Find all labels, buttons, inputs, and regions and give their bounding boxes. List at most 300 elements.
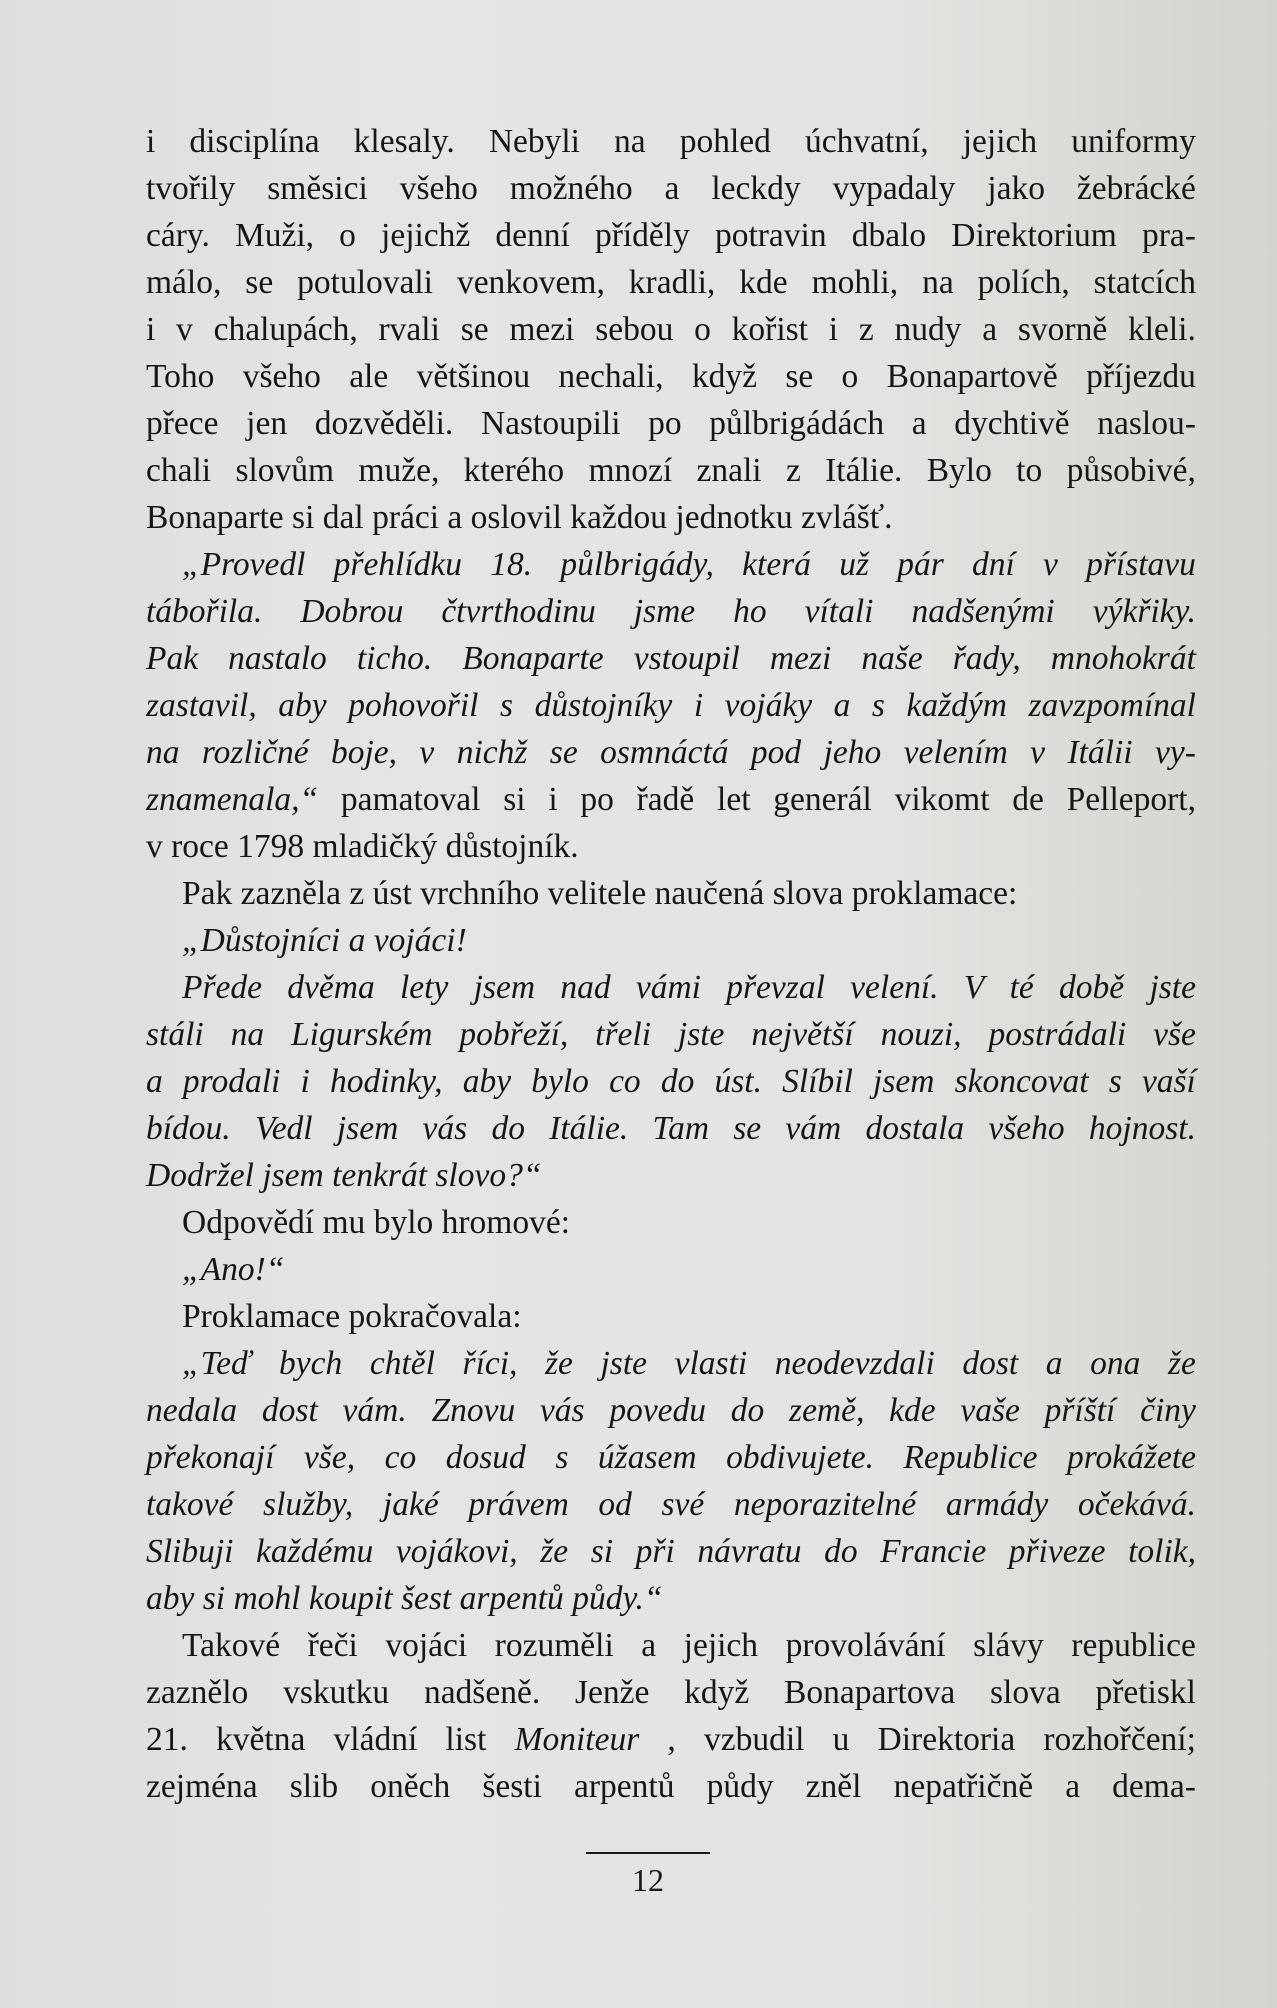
word: půdy.“ <box>572 1580 663 1617</box>
word: i <box>146 311 156 348</box>
word: na <box>230 1016 265 1053</box>
word: 18. <box>490 546 533 583</box>
word: znali <box>696 452 762 489</box>
word: ale <box>349 358 389 395</box>
body-text <box>146 118 1196 1810</box>
word: jsem <box>873 1063 935 1100</box>
word: „Ano!“ <box>182 1251 285 1288</box>
word: vše <box>1153 1016 1196 1053</box>
word: prokážete <box>1067 1439 1196 1476</box>
word: „Teď <box>182 1345 252 1382</box>
word: 1798 <box>237 828 313 865</box>
word: V <box>963 969 985 1006</box>
word: stáli <box>146 1016 204 1053</box>
word: velením <box>903 734 1008 771</box>
word: Přede <box>182 969 262 1006</box>
word: osmnáctá <box>600 734 729 771</box>
word: Republice <box>903 1439 1038 1476</box>
word: Dodržel <box>146 1157 263 1194</box>
word: republice <box>1071 1627 1196 1664</box>
word: Bonaparte <box>462 640 604 677</box>
word: činy <box>1140 1392 1196 1429</box>
word: do <box>824 1533 858 1570</box>
word: překonají <box>146 1439 275 1476</box>
word: přece <box>146 405 219 442</box>
word: vojáky <box>724 687 813 724</box>
word: velení. <box>850 969 939 1006</box>
word: nadšeně. <box>423 1674 541 1711</box>
text-line <box>146 400 1196 447</box>
word: jen <box>246 405 288 442</box>
word: čtvrthodinu <box>441 593 596 630</box>
word: Itálie. <box>549 1110 629 1147</box>
word: důstojník. <box>445 828 579 865</box>
word: dostala <box>865 1110 965 1147</box>
word: ho <box>733 593 767 630</box>
word: lety <box>400 969 449 1006</box>
text-line <box>146 635 1196 682</box>
word: vikomt <box>894 781 990 818</box>
word: žebrácké <box>1076 170 1196 207</box>
word: jsme <box>633 593 696 630</box>
word: se <box>245 264 274 301</box>
word: i <box>300 1063 310 1100</box>
text-line <box>146 776 1196 823</box>
word: rozličné <box>201 734 309 771</box>
word: vaše <box>960 1392 1020 1429</box>
word: co <box>384 1439 417 1476</box>
word: že <box>1167 1345 1196 1382</box>
word: pokračovala: <box>348 1298 522 1335</box>
word: návratu <box>697 1533 802 1570</box>
word: přehlídku <box>333 546 463 583</box>
word: a <box>348 922 374 959</box>
word: právem <box>468 1486 569 1523</box>
word: jeho <box>823 734 882 771</box>
page-number: 12 <box>632 1862 664 1898</box>
word: do <box>730 1392 765 1429</box>
word: jejichž <box>381 217 471 254</box>
word: jaké <box>382 1486 439 1523</box>
word: i <box>548 781 558 818</box>
word: vám. <box>342 1392 407 1429</box>
word: pod <box>750 734 802 771</box>
word: neporazitelné <box>733 1486 917 1523</box>
word: rozuměli <box>494 1627 614 1664</box>
word: tenkrát <box>332 1157 436 1194</box>
word: dbalo <box>851 217 927 254</box>
word: se <box>785 358 814 395</box>
word: říci, <box>462 1345 518 1382</box>
word: armády <box>945 1486 1049 1523</box>
word: mohl <box>233 1580 309 1617</box>
word: přístavu <box>1086 546 1196 583</box>
word: oslovil <box>470 499 571 536</box>
text-line <box>146 823 1196 870</box>
text-line <box>146 165 1196 212</box>
word: přetiskl <box>1095 1674 1196 1711</box>
word: povedu <box>609 1392 707 1429</box>
word: vše, <box>303 1439 356 1476</box>
word: vám <box>785 1110 842 1147</box>
word: nechali, <box>558 358 664 395</box>
word: ona <box>1090 1345 1141 1382</box>
word: už <box>839 546 869 583</box>
word: nedala <box>146 1392 238 1429</box>
word: mladičký <box>312 828 446 865</box>
word: Muži, <box>234 217 315 254</box>
word: rozhořčení; <box>1043 1721 1196 1758</box>
text-line <box>146 1340 1196 1387</box>
word: slova <box>772 875 852 912</box>
word: vzbudil <box>703 1721 805 1758</box>
word: půlbrigádách <box>709 405 885 442</box>
word: Dobrou <box>300 593 404 630</box>
word: převzal <box>726 969 825 1006</box>
word: rvali <box>378 311 440 348</box>
word: dost <box>962 1345 1019 1382</box>
word: list <box>445 1721 487 1758</box>
word: a <box>833 687 851 724</box>
word: kde <box>739 264 788 301</box>
word: půdy <box>706 1768 774 1805</box>
word: přiveze <box>1008 1533 1106 1570</box>
word: bylo <box>531 1063 589 1100</box>
word: dema- <box>1112 1768 1196 1805</box>
word: jejich <box>683 1627 759 1664</box>
word: arpentů <box>574 1768 675 1805</box>
word: kořist <box>731 311 808 348</box>
word: služby, <box>263 1486 354 1523</box>
word: Bonaparte <box>146 499 293 536</box>
word: naučená <box>654 875 773 912</box>
word: šesti <box>482 1768 542 1805</box>
word: a <box>911 405 927 442</box>
word: tábořila. <box>146 593 263 630</box>
text-line <box>146 1669 1196 1716</box>
word: nichž <box>456 734 528 771</box>
word: že <box>545 1345 573 1382</box>
word: hodinky, <box>329 1063 443 1100</box>
word: jste <box>1149 969 1196 1006</box>
word: vypadaly <box>832 170 956 207</box>
word: mnohokrát <box>1050 640 1196 677</box>
word: slávy <box>973 1627 1044 1664</box>
word: většinou <box>416 358 531 395</box>
word: s <box>500 687 514 724</box>
word: zastavil, <box>146 687 257 724</box>
text-line <box>146 1293 1196 1340</box>
word: i <box>828 311 839 348</box>
word: mu <box>322 1204 374 1241</box>
word: směsici <box>267 170 368 207</box>
word: z <box>349 875 373 912</box>
word: jsem <box>262 1157 333 1194</box>
word: Direktorium <box>951 217 1117 254</box>
word: očekává. <box>1077 1486 1196 1523</box>
word: řady, <box>952 640 1021 677</box>
word: jednotku <box>675 499 801 536</box>
word: s <box>1108 1063 1122 1100</box>
word: se <box>733 1110 762 1147</box>
word: zazněla <box>240 875 350 912</box>
text-line <box>146 1011 1196 1058</box>
word: že <box>540 1533 569 1570</box>
text-line <box>146 964 1196 1011</box>
word: třeli <box>595 1016 651 1053</box>
word: pár <box>897 546 944 583</box>
word: nad <box>560 969 611 1006</box>
word: pohovořil <box>348 687 479 724</box>
text-line <box>146 259 1196 306</box>
word: proklamace: <box>851 875 1018 912</box>
word: Direktoria <box>877 1721 1016 1758</box>
word: Toho <box>146 358 215 395</box>
word: května <box>216 1721 306 1758</box>
word: řeči <box>307 1627 358 1664</box>
word: muže, <box>358 452 440 489</box>
word: sebou <box>595 311 674 348</box>
word: jste <box>600 1345 648 1382</box>
word: kradli, <box>628 264 716 301</box>
word: Bylo <box>926 452 992 489</box>
word: v <box>1043 546 1058 583</box>
word: době <box>1059 969 1125 1006</box>
word: 21. <box>146 1721 188 1758</box>
text-line <box>146 729 1196 776</box>
word: málo, <box>146 264 222 301</box>
word: i <box>693 687 704 724</box>
word: vojákovi, <box>395 1533 518 1570</box>
text-line <box>146 118 1196 165</box>
word: jsem <box>473 969 536 1006</box>
word: příjezdu <box>1086 358 1196 395</box>
word: všeho <box>988 1110 1065 1147</box>
word: naše <box>861 640 923 677</box>
word: si <box>202 1580 234 1617</box>
word: venkovem, <box>456 264 605 301</box>
word: úst. <box>714 1063 762 1100</box>
word: postrádali <box>988 1016 1127 1053</box>
word: když <box>684 1674 750 1711</box>
word: nudy <box>894 311 962 348</box>
word: Ligurském <box>291 1016 433 1053</box>
word: Slíbil <box>782 1063 853 1100</box>
text-line <box>146 917 1196 964</box>
word: Itálii <box>1067 734 1133 771</box>
word: roce <box>171 828 238 865</box>
text-line <box>146 1716 1196 1763</box>
word: aby <box>278 687 327 724</box>
word: možného <box>509 170 633 207</box>
word: vskutku <box>283 1674 390 1711</box>
word: na <box>146 734 180 771</box>
word: obdivujete. <box>726 1439 874 1476</box>
word: Jenže <box>574 1674 650 1711</box>
word: vstoupil <box>633 640 740 677</box>
word: leckdy <box>711 170 801 207</box>
word: u <box>832 1721 850 1758</box>
word: nastalo <box>228 640 327 677</box>
text-line <box>146 682 1196 729</box>
word: příděly <box>594 217 690 254</box>
word: pamatoval <box>340 781 481 818</box>
word: bych <box>279 1345 343 1382</box>
word: Odpovědí <box>182 1204 323 1241</box>
word: uniformy <box>1071 123 1196 160</box>
word: provolávání <box>785 1627 946 1664</box>
word: práci <box>372 499 448 536</box>
word: „Provedl <box>182 546 306 583</box>
text-line <box>146 494 1196 541</box>
word: oněch <box>370 1768 451 1805</box>
word: potravin <box>714 217 827 254</box>
word: šest <box>400 1580 460 1617</box>
word: takové <box>146 1486 234 1523</box>
word: slib <box>289 1768 339 1805</box>
word: let <box>717 781 751 818</box>
word: pra- <box>1141 217 1196 254</box>
word: o <box>841 358 859 395</box>
word: do <box>660 1063 695 1100</box>
word: Itálie. <box>825 452 903 489</box>
word: úchvatní, <box>804 123 929 160</box>
word: při <box>635 1533 675 1570</box>
text-line <box>146 1387 1196 1434</box>
word: , <box>667 1721 676 1758</box>
word: slovům <box>235 452 335 489</box>
word: zejména <box>146 1768 258 1805</box>
word: dvěma <box>287 969 375 1006</box>
word: v <box>1030 734 1046 771</box>
word: po <box>648 405 682 442</box>
word: vy- <box>1154 734 1196 771</box>
word: kde <box>889 1392 936 1429</box>
word: statcích <box>1093 264 1196 301</box>
word: slova <box>989 1674 1061 1711</box>
text-line <box>146 1622 1196 1669</box>
word: každým <box>906 687 1007 724</box>
word: od <box>598 1486 632 1523</box>
word: Slibuji <box>146 1533 234 1570</box>
text-line <box>146 1528 1196 1575</box>
word: vaší <box>1141 1063 1196 1100</box>
word: na <box>614 123 646 160</box>
word: jako <box>987 170 1045 207</box>
word: z <box>858 311 874 348</box>
word: velitele <box>547 875 655 912</box>
word: dychtivě <box>954 405 1070 442</box>
word: denní <box>495 217 570 254</box>
word: a <box>1065 1768 1081 1805</box>
word: Francie <box>880 1533 987 1570</box>
word: bylo <box>373 1204 442 1241</box>
word: se <box>549 734 578 771</box>
word: a <box>1045 1345 1063 1382</box>
word: vás <box>422 1110 468 1147</box>
word: mezi <box>769 640 832 677</box>
word: jsem <box>336 1110 399 1147</box>
word: příští <box>1044 1392 1116 1429</box>
word: a <box>664 170 680 207</box>
word: vítali <box>804 593 874 630</box>
word: si <box>503 781 526 818</box>
word: Takové <box>182 1627 281 1664</box>
word: Nebyli <box>488 123 580 160</box>
text-line <box>146 1105 1196 1152</box>
word: vládní <box>333 1721 418 1758</box>
text-line <box>146 1763 1196 1810</box>
text-line <box>146 212 1196 259</box>
word: v <box>146 828 172 865</box>
word: boje, <box>330 734 398 771</box>
word: dal <box>322 499 373 536</box>
word: naslou- <box>1097 405 1196 442</box>
word: Moniteur <box>514 1721 640 1758</box>
word: de <box>1012 781 1044 818</box>
word: důstojníky <box>534 687 673 724</box>
word: potulovali <box>297 264 433 301</box>
word: nouzi, <box>880 1016 962 1053</box>
word: dozvěděli. <box>314 405 454 442</box>
word: klesaly. <box>353 123 455 160</box>
text-line <box>146 1246 1196 1293</box>
word: kterého <box>463 452 565 489</box>
word: chali <box>146 452 212 489</box>
word: na <box>922 264 954 301</box>
word: zněl <box>805 1768 862 1805</box>
word: hojnost. <box>1088 1110 1196 1147</box>
word: zvlášť. <box>801 499 893 536</box>
word: vlasti <box>674 1345 748 1382</box>
word: slovo?“ <box>435 1157 542 1194</box>
word: aby <box>462 1063 512 1100</box>
word: jejich <box>962 123 1038 160</box>
word: mezi <box>509 311 575 348</box>
word: i <box>146 123 156 160</box>
word: té <box>1009 969 1034 1006</box>
word: kleli. <box>1127 311 1196 348</box>
word: půlbrigády, <box>560 546 714 583</box>
word: své <box>661 1486 705 1523</box>
word: nepatřičně <box>893 1768 1034 1805</box>
word: a <box>447 499 471 536</box>
text-line <box>146 1199 1196 1246</box>
word: když <box>691 358 757 395</box>
word: úst <box>372 875 421 912</box>
word: to <box>1016 452 1043 489</box>
word: z <box>785 452 801 489</box>
page-footer <box>586 1852 710 1899</box>
word: znamenala,“ <box>146 781 319 818</box>
word: ticho. <box>356 640 433 677</box>
word: zavzpomínal <box>1028 687 1196 724</box>
text-line <box>146 1058 1196 1105</box>
text-line <box>146 588 1196 635</box>
word: zaznělo <box>146 1674 249 1711</box>
word: s <box>871 687 885 724</box>
text-line <box>146 306 1196 353</box>
word: všeho <box>242 358 321 395</box>
word: a <box>982 311 998 348</box>
word: „Důstojníci <box>182 922 349 959</box>
word: pohled <box>679 123 771 160</box>
text-line <box>146 1575 1196 1622</box>
word: Znovu <box>431 1392 516 1429</box>
word: co <box>609 1063 641 1100</box>
word: generál <box>773 781 872 818</box>
word: dosud <box>445 1439 526 1476</box>
